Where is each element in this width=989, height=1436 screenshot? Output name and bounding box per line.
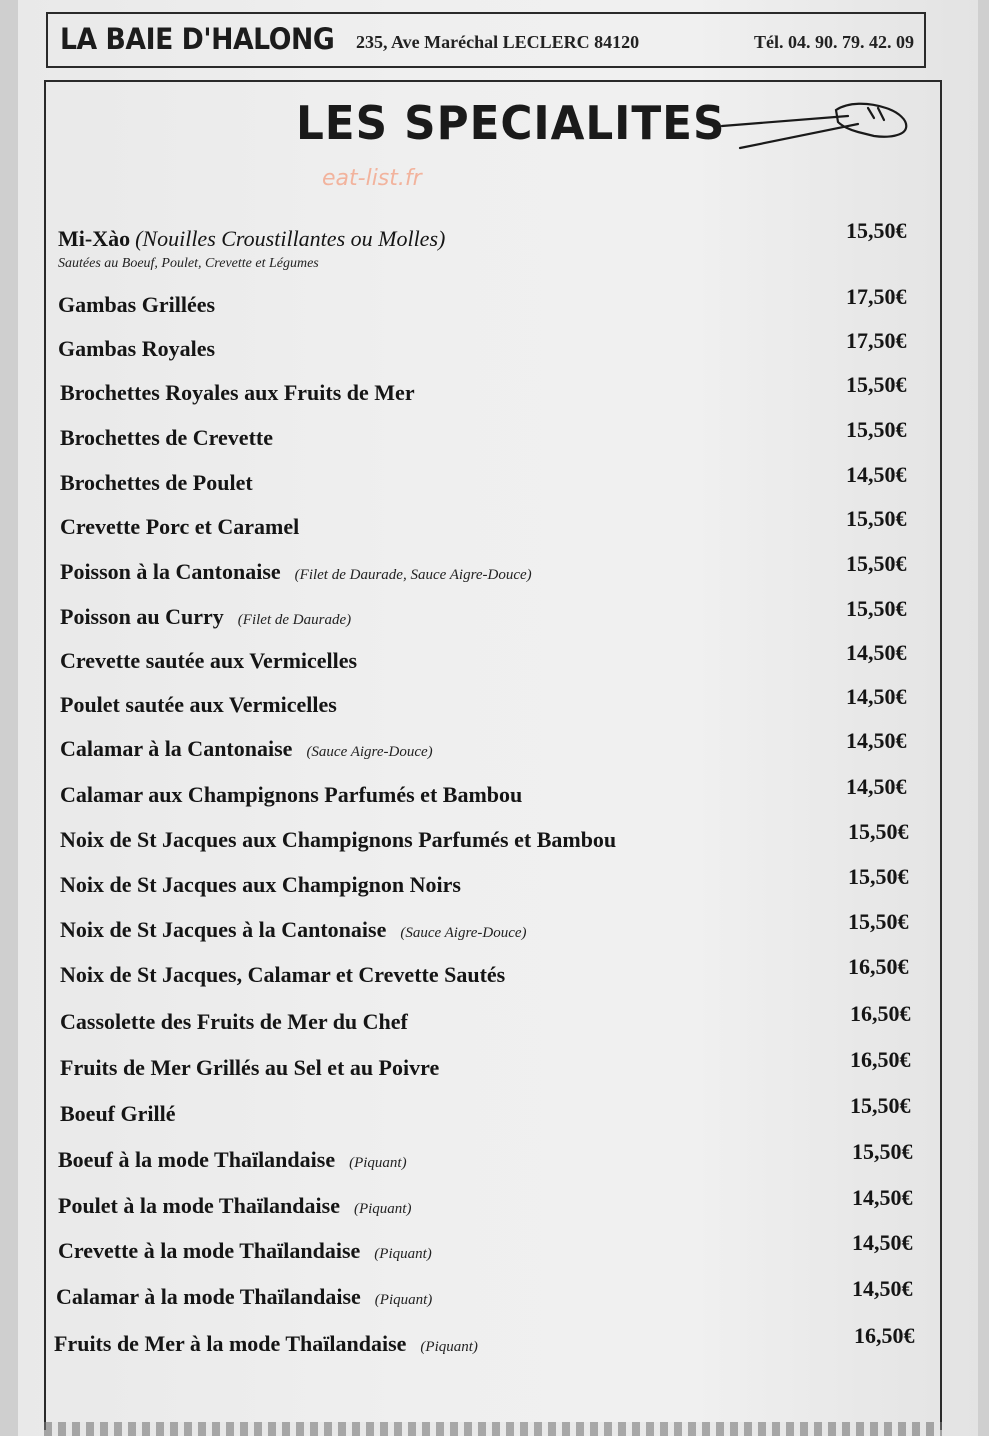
restaurant-name: LA BAIE D'HALONG <box>60 22 335 56</box>
menu-item-name-text: Gambas Royales <box>58 336 216 361</box>
menu-item-name-text: Calamar aux Champignons Parfumés et Bambou <box>60 782 523 807</box>
menu-item <box>0 417 989 461</box>
menu-item <box>0 506 989 550</box>
menu-item-name <box>60 559 532 585</box>
menu-item <box>0 684 989 728</box>
menu-item-name-text: Noix de St Jacques aux Champignons Parfumés et Bambou <box>60 827 617 852</box>
menu-item <box>0 1185 989 1229</box>
menu-item <box>0 640 989 684</box>
menu-item-name <box>60 736 433 762</box>
menu-item-price: 15,50€ <box>848 864 909 889</box>
menu-item-name <box>60 782 522 808</box>
menu-item-name-text: Mi-Xào <box>58 226 131 251</box>
menu-item <box>0 462 989 506</box>
menu-item-name <box>60 962 505 988</box>
menu-item-price: 16,50€ <box>848 954 909 979</box>
menu-item-price: 14,50€ <box>846 640 907 665</box>
menu-item-price: 14,50€ <box>846 462 907 487</box>
menu-item-name <box>60 425 273 451</box>
menu-item-name-text: Poulet à la mode Thaïlandaise <box>58 1193 340 1218</box>
menu-item-price: 15,50€ <box>850 1093 911 1118</box>
menu-item-price: 17,50€ <box>846 284 907 309</box>
menu-item-name <box>60 1009 408 1035</box>
menu-item-name <box>60 380 415 406</box>
menu-item-name <box>58 292 215 318</box>
menu-item <box>0 1047 989 1091</box>
menu-header <box>46 12 926 68</box>
menu-item-price: 15,50€ <box>846 596 907 621</box>
menu-item-price: 14,50€ <box>846 684 907 709</box>
menu-item <box>0 1139 989 1183</box>
menu-item-name-text: Noix de St Jacques aux Champignon Noirs <box>60 872 461 897</box>
menu-item-price: 15,50€ <box>852 1139 913 1164</box>
menu-item-name <box>58 1238 432 1264</box>
menu-item-name-text: Calamar à la Cantonaise <box>60 736 293 761</box>
menu-item-name-text: Boeuf à la mode Thaïlandaise <box>58 1147 336 1172</box>
watermark: eat-list.fr <box>322 166 422 191</box>
menu-item <box>0 551 989 595</box>
menu-item-price: 15,50€ <box>846 218 907 243</box>
menu-item <box>0 864 989 908</box>
menu-item-price: 14,50€ <box>846 774 907 799</box>
menu-item-name <box>58 1193 411 1219</box>
menu-item-price: 15,50€ <box>846 417 907 442</box>
menu-item <box>0 1001 989 1045</box>
menu-item-name-text: Gambas Grillées <box>58 292 216 317</box>
menu-item-price: 15,50€ <box>846 372 907 397</box>
menu-item <box>0 328 989 372</box>
menu-item-price: 16,50€ <box>850 1047 911 1072</box>
menu-item-name-text: Calamar à la mode Thaïlandaise <box>56 1284 361 1309</box>
menu-item-name-text: Crevette Porc et Caramel <box>60 514 300 539</box>
menu-item <box>0 728 989 772</box>
menu-item-note: (Sauce Aigre-Douce) <box>306 744 433 760</box>
menu-item-name-text: Noix de St Jacques, Calamar et Crevette Sautés <box>60 962 506 987</box>
menu-item-note: (Piquant) <box>420 1339 478 1355</box>
menu-item-note: (Piquant) <box>374 1246 432 1262</box>
menu-item-name-text: Brochettes de Poulet <box>60 470 253 495</box>
section-title: LES SPECIALITES <box>296 96 726 150</box>
menu-item-name <box>60 1055 439 1081</box>
menu-item-name <box>60 917 527 943</box>
menu-item-name <box>60 692 337 718</box>
menu-item <box>0 596 989 640</box>
menu-item-name-text: Brochettes de Crevette <box>60 425 273 450</box>
bottom-edge <box>44 1422 942 1436</box>
menu-item-name-text: Crevette sautée aux Vermicelles <box>60 648 358 673</box>
restaurant-address: 235, Ave Maréchal LECLERC 84120 <box>356 32 640 52</box>
menu-item-name <box>58 336 215 362</box>
menu-item-name <box>60 827 616 853</box>
menu-item <box>0 1323 989 1367</box>
menu-item-note: (Sauce Aigre-Douce) <box>400 925 527 941</box>
menu-item <box>0 218 989 271</box>
menu-item-name-text: Fruits de Mer Grillés au Sel et au Poivre <box>60 1055 440 1080</box>
menu-item-name <box>60 514 299 540</box>
menu-item-note: (Piquant) <box>374 1292 433 1308</box>
menu-item <box>0 1230 989 1274</box>
menu-item-description: Sautées au Boeuf, Poulet, Crevette et Légumes <box>58 256 319 271</box>
menu-item-note: (Filet de Daurade) <box>237 612 352 628</box>
menu-item <box>0 774 989 818</box>
menu-item <box>0 954 989 998</box>
menu-item-note: (Piquant) <box>353 1201 412 1217</box>
menu-item <box>0 909 989 953</box>
chopsticks-icon <box>718 96 912 154</box>
menu-item-name <box>58 226 445 252</box>
menu-item-name-text: Poulet sautée aux Vermicelles <box>60 692 337 717</box>
menu-item-price: 14,50€ <box>852 1276 913 1301</box>
menu-item-price: 15,50€ <box>848 819 909 844</box>
menu-item <box>0 819 989 863</box>
menu-item-subtitle: (Nouilles Croustillantes ou Molles) <box>135 226 446 251</box>
menu-item-name <box>60 604 351 630</box>
menu-item-name-text: Poisson à la Cantonaise <box>60 559 281 584</box>
menu-item-price: 17,50€ <box>846 328 907 353</box>
menu-item-name <box>60 648 357 674</box>
menu-item <box>0 372 989 416</box>
menu-item-name <box>54 1331 478 1357</box>
menu-item-price: 15,50€ <box>846 551 907 576</box>
menu-item <box>0 284 989 328</box>
menu-item-price: 15,50€ <box>846 506 907 531</box>
menu-item-name-text: Noix de St Jacques à la Cantonaise <box>60 917 387 942</box>
menu-item-price: 14,50€ <box>846 728 907 753</box>
menu-item-name-text: Crevette à la mode Thaïlandaise <box>58 1238 361 1263</box>
menu-item-name-text: Boeuf Grillé <box>60 1101 176 1126</box>
menu-item-name <box>60 1101 175 1127</box>
menu-item-note: (Piquant) <box>349 1155 407 1171</box>
menu-item <box>0 1276 989 1320</box>
restaurant-phone: Tél. 04. 90. 79. 42. 09 <box>754 32 914 52</box>
menu-item-name-text: Cassolette des Fruits de Mer du Chef <box>60 1009 408 1034</box>
menu-item-name-text: Brochettes Royales aux Fruits de Mer <box>60 380 415 405</box>
menu-item-note: (Filet de Daurade, Sauce Aigre-Douce) <box>294 567 532 583</box>
menu-item-name-text: Fruits de Mer à la mode Thaïlandaise <box>54 1331 407 1356</box>
menu-item-name <box>56 1284 432 1310</box>
menu-item-price: 16,50€ <box>850 1001 911 1026</box>
menu-item-name <box>60 470 253 496</box>
menu-item-price: 14,50€ <box>852 1230 913 1255</box>
menu-item-name <box>58 1147 407 1173</box>
menu-item-price: 14,50€ <box>852 1185 913 1210</box>
menu-item-price: 15,50€ <box>848 909 909 934</box>
menu-item-price: 16,50€ <box>854 1323 915 1348</box>
menu-item <box>0 1093 989 1137</box>
menu-item-name-text: Poisson au Curry <box>60 604 224 629</box>
menu-item-name <box>60 872 461 898</box>
